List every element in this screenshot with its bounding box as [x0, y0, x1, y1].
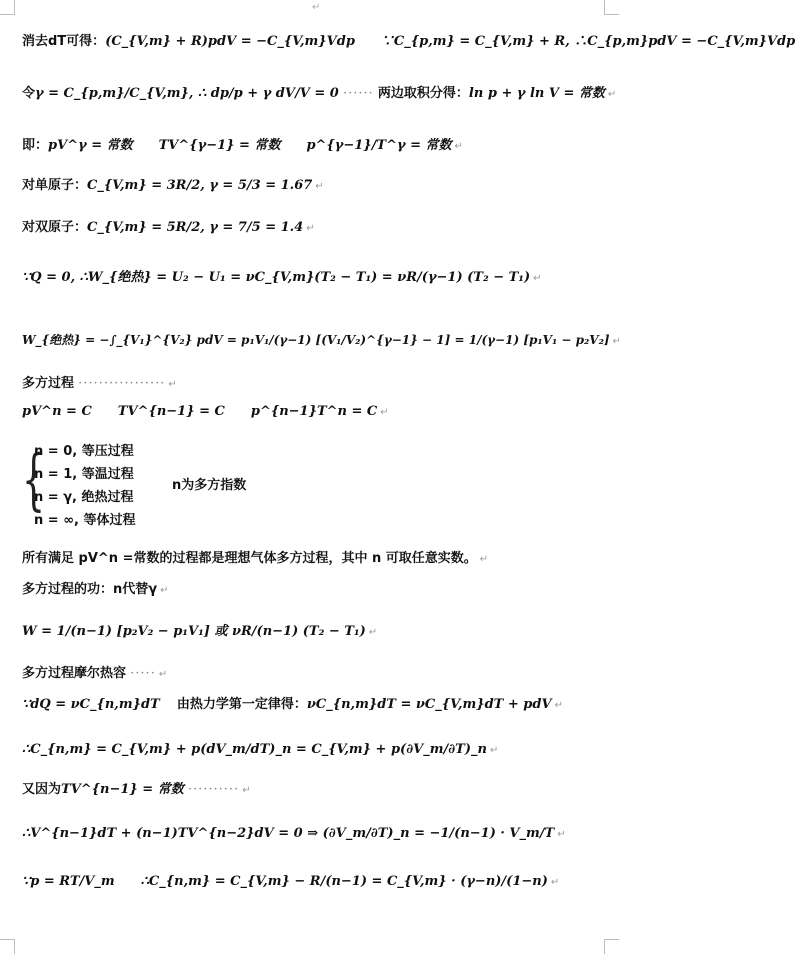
case-isobaric: n = 0, 等压过程 [34, 444, 134, 459]
eq-adiabatic-work-energy: ∵Q = 0, ∴W_{绝热} = U₂ − U₁ = νC_{V,m}(T₂ − T₁) = νR/(γ−1) (T₂ − T₁) ↵ [22, 270, 542, 285]
eq-diatomic: 对双原子：C_{V,m} = 5R/2, γ = 7/5 = 1.4 ↵ [22, 220, 315, 235]
crop-mark-bottom-left [0, 939, 15, 954]
case-adiabatic: n = γ, 绝热过程 [34, 490, 134, 505]
polytropic-definition-sentence: 所有满足 pV^n =常数的过程都是理想气体多方过程，其中 n 可取任意实数。 ↵ [22, 551, 489, 566]
eq-final-heat-capacity: ∵p = RT/V_m ∴C_{n,m} = C_{V,m} − R/(n−1) = C_{V,m} · (γ−n)/(1−n) ↵ [22, 874, 560, 889]
crop-mark-bottom-right [604, 939, 619, 954]
heading-polytropic-heat-capacity: 多方过程摩尔热容 ····· ↵ [22, 666, 168, 681]
heading-polytropic-process: 多方过程 ················· ↵ [22, 376, 177, 391]
case-isothermal: n = 1, 等温过程 [34, 467, 134, 482]
eq-polytropic-relations: pV^n = C TV^{n−1} = C p^{n−1}T^n = C ↵ [22, 404, 389, 419]
heading-polytropic-work: 多方过程的功：n代替γ ↵ [22, 582, 169, 597]
eq-adiabatic-work-integral: W_{绝热} = −∫_{V₁}^{V₂} pdV = p₁V₁/(γ−1) [(V₁/V₂)^{γ−1} − 1] = 1/(γ−1) [p₁V₁ − p₂V₂] ↵ [22, 333, 621, 347]
eq-molar-heat-capacity: ∴C_{n,m} = C_{V,m} + p(dV_m/dT)_n = C_{V,m} + p(∂V_m/∂T)_n ↵ [22, 742, 499, 757]
paragraph-mark-top: ↵ [312, 2, 321, 13]
case-isochoric: n = ∞, 等体过程 [34, 513, 136, 528]
crop-mark-top-right [604, 0, 619, 15]
eq-polytropic-work: W = 1/(n−1) [p₂V₂ − p₁V₁] 或 νR/(n−1) (T₂ − T₁) ↵ [22, 624, 378, 639]
eq-gamma-definition: 令γ = C_{p,m}/C_{V,m}, ∴ dp/p + γ dV/V = 0 ······ 两边取积分得：ln p + γ ln V = 常数 ↵ [22, 86, 617, 101]
eq-partial-derivative: ∴V^{n−1}dT + (n−1)TV^{n−2}dV = 0 ⇒ (∂V_m/∂T)_n = −1/(n−1) · V_m/T ↵ [22, 826, 566, 841]
polytropic-index-note: n为多方指数 [172, 478, 247, 493]
crop-mark-top-left [0, 0, 15, 15]
eq-eliminate-dT: 消去dT可得：(C_{V,m} + R)pdV = −C_{V,m}Vdp ∵C_{p,m} = C_{V,m} + R, ∴C_{p,m}pdV = −C_{V,m}Vdp [22, 34, 795, 49]
eq-monatomic: 对单原子：C_{V,m} = 3R/2, γ = 5/3 = 1.67 ↵ [22, 178, 324, 193]
eq-adiabatic-relations: 即：pV^γ = 常数 TV^{γ−1} = 常数 p^{γ−1}/T^γ = 常数 ↵ [22, 138, 463, 153]
left-brace: { [22, 441, 46, 518]
eq-polytropic-constant: 又因为TV^{n−1} = 常数 ·········· ↵ [22, 782, 251, 797]
eq-first-law: ∵dQ = νC_{n,m}dT 由热力学第一定律得：νC_{n,m}dT = νC_{V,m}dT + pdV ↵ [22, 697, 563, 712]
